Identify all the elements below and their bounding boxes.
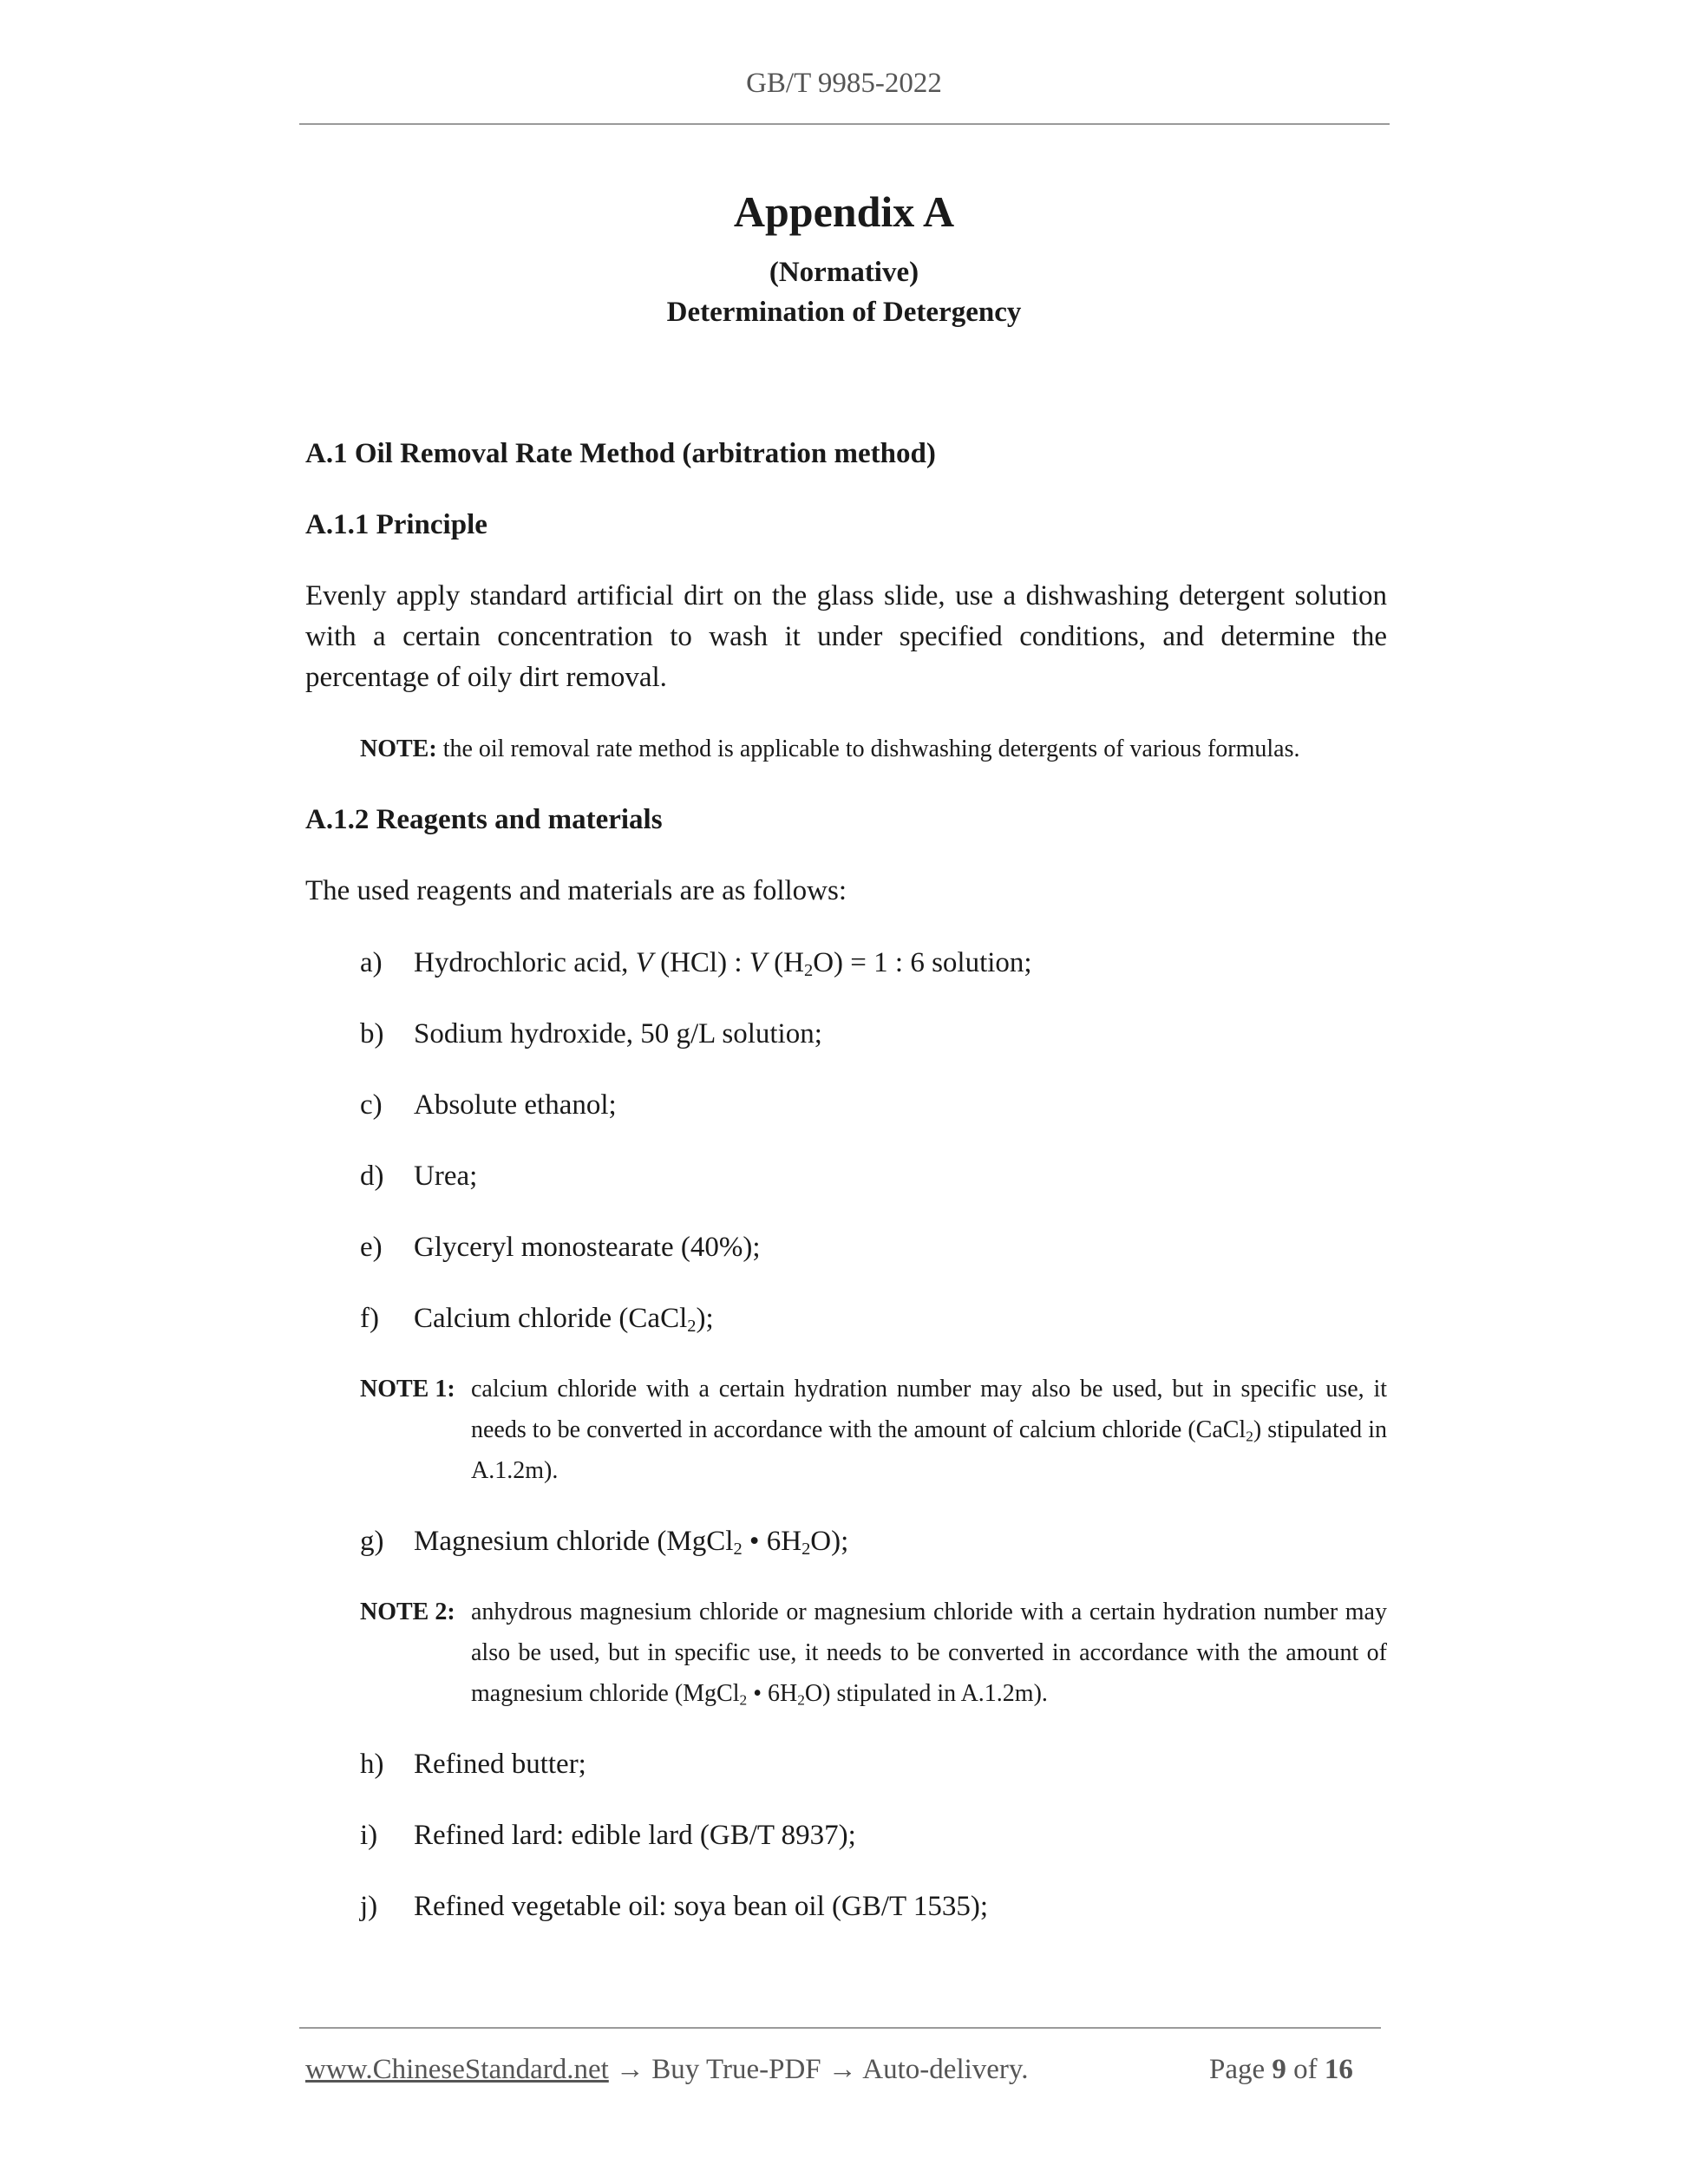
principle-paragraph: Evenly apply standard artificial dirt on the glass slide, use a dishwashing detergent solution with a certain concentration to wash it under specified conditions, and determine the percentage of oily dirt removal. [305, 580, 1387, 693]
footer-promo-text: → Buy True-PDF → Auto-delivery. [608, 2054, 1029, 2085]
appendix-title: Appendix A [733, 187, 955, 236]
subscript: 2 [687, 1317, 697, 1337]
note-label: NOTE 2: [360, 1599, 455, 1625]
note-text [471, 1592, 1387, 1714]
header-divider [299, 123, 1390, 125]
item-text: Magnesium chloride (MgCl [414, 1526, 734, 1557]
item-text: Sodium hydroxide, 50 g/L solution; [414, 1018, 822, 1049]
subscript: 2 [733, 1540, 743, 1560]
list-label: a) [360, 947, 383, 978]
list-label: j) [360, 1891, 378, 1922]
appendix-status: (Normative) [769, 257, 919, 288]
note-1 [360, 1369, 1387, 1491]
principle-note [360, 729, 1299, 769]
list-item-c [360, 1089, 617, 1121]
list-label: f) [360, 1303, 379, 1334]
note-2 [360, 1592, 1387, 1714]
list-item-j [360, 1891, 988, 1923]
list-item-e [360, 1232, 761, 1264]
list-label: d) [360, 1161, 384, 1192]
of-word: of [1293, 2054, 1318, 2085]
item-text: (H [766, 947, 804, 978]
volume-symbol: V [749, 947, 767, 978]
note-text: the oil removal rate method is applicable to dishwashing detergents of various formulas. [442, 736, 1300, 762]
item-text: • 6H [742, 1526, 802, 1557]
list-item-a [360, 947, 1032, 979]
volume-symbol: V [635, 947, 653, 978]
list-label: c) [360, 1089, 383, 1121]
section-heading-a1: A.1 Oil Removal Rate Method (arbitration method) [305, 438, 936, 469]
subscript: 2 [797, 1691, 805, 1709]
page-word: Page [1209, 2054, 1266, 2085]
subscript: 2 [1246, 1428, 1253, 1445]
page-indicator [1209, 2054, 1353, 2086]
item-text: Hydrochloric acid, [414, 947, 636, 978]
reagents-intro: The used reagents and materials are as follows: [305, 875, 847, 906]
footer-promo [305, 2054, 1029, 2086]
section-heading-a12: A.1.2 Reagents and materials [305, 804, 663, 835]
list-item-f [360, 1303, 714, 1335]
note-label: NOTE: [360, 736, 437, 762]
item-text: Absolute ethanol; [414, 1089, 617, 1121]
note-text-part: O) stipulated in A.1.2m). [804, 1680, 1048, 1707]
footer-divider [299, 2027, 1381, 2029]
subscript: 2 [804, 961, 814, 981]
item-text: O) = 1 : 6 solution; [813, 947, 1032, 978]
item-text: Calcium chloride (CaCl [414, 1303, 688, 1334]
item-text: Refined butter; [414, 1749, 586, 1780]
list-item-b [360, 1018, 822, 1050]
item-text: Urea; [414, 1161, 478, 1192]
note-label: NOTE 1: [360, 1376, 455, 1403]
note-text-part: calcium chloride with a certain hydration number may also be used, but in specific use, it needs to be converted in accordance with the amount of calcium chloride (CaCl [471, 1376, 1387, 1443]
list-label: i) [360, 1820, 378, 1851]
item-text: Refined vegetable oil: soya bean oil (GB/T 1535); [414, 1891, 988, 1922]
note-text [471, 1369, 1387, 1491]
item-text: (HCl) : [652, 947, 749, 978]
list-label: g) [360, 1526, 384, 1557]
note-text-part: ) stipulated in A.1.2m). [471, 1416, 1387, 1484]
list-item-d [360, 1161, 477, 1193]
item-text: Refined lard: edible lard (GB/T 8937); [414, 1820, 856, 1851]
item-text: O); [810, 1526, 849, 1557]
page-number: 9 [1272, 2054, 1286, 2085]
appendix-subject: Determination of Detergency [666, 297, 1022, 328]
note-text-part: anhydrous magnesium chloride or magnesium chloride with a certain hydration number may also be used, but in specific use, it needs to be converted in accordance with the amount of magnesium chloride (MgCl [471, 1599, 1387, 1707]
list-item-h [360, 1749, 586, 1781]
item-text: Glyceryl monostearate (40%); [414, 1232, 761, 1263]
section-heading-a11: A.1.1 Principle [305, 509, 487, 540]
list-label: e) [360, 1232, 383, 1263]
page-total: 16 [1324, 2054, 1353, 2085]
site-link[interactable]: www.ChineseStandard.net [305, 2054, 609, 2085]
list-label: h) [360, 1749, 384, 1780]
subscript: 2 [739, 1691, 748, 1709]
document-id-header: GB/T 9985-2022 [746, 68, 942, 99]
item-text: ); [696, 1303, 714, 1334]
note-text-part: • 6H [747, 1680, 798, 1707]
list-item-i [360, 1820, 856, 1852]
subscript: 2 [801, 1540, 811, 1560]
list-label: b) [360, 1018, 384, 1049]
list-item-g [360, 1526, 848, 1558]
